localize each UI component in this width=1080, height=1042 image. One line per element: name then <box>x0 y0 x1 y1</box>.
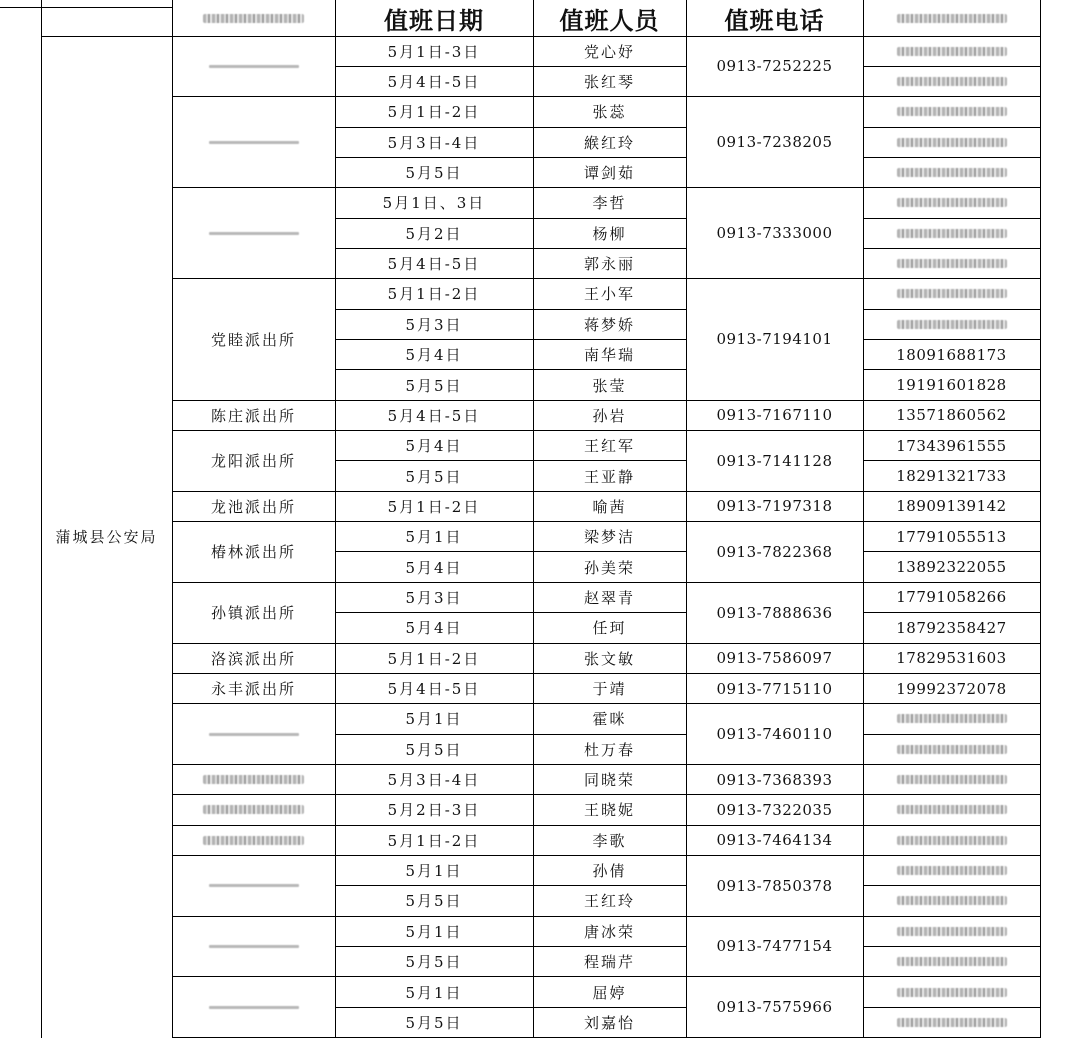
redaction-mark <box>897 289 1007 298</box>
duty-person: 张红琴 <box>583 73 635 92</box>
duty-phone: 0913-7715110 <box>716 679 833 698</box>
duty-date: 5月5日 <box>405 953 463 972</box>
column-line-2 <box>335 0 336 1038</box>
duty-person: 程瑞芹 <box>583 953 635 972</box>
duty-phone: 0913-7197318 <box>716 497 833 516</box>
duty-person: 王晓妮 <box>583 801 635 820</box>
redaction-mark <box>897 1018 1007 1027</box>
station-name: 陈庄派出所 <box>210 406 296 425</box>
duty-phone: 0913-7464134 <box>716 831 833 850</box>
duty-date: 5月3日 <box>405 588 463 607</box>
mobile-number-redacted <box>863 795 1040 825</box>
duty-date: 5月4日 <box>405 619 463 638</box>
duty-phone: 0913-7586097 <box>716 649 833 668</box>
redaction-mark <box>209 733 299 736</box>
duty-person: 杨柳 <box>592 224 627 243</box>
redaction-mark <box>203 805 304 814</box>
station-name-redacted <box>172 704 335 765</box>
redaction-mark <box>209 1006 299 1009</box>
duty-date: 5月1日 <box>405 710 463 729</box>
mobile-number: 13571860562 <box>896 406 1007 425</box>
mobile-number: 17829531603 <box>896 649 1007 668</box>
mobile-number-redacted <box>863 886 1040 916</box>
duty-date: 5月3日-4日 <box>387 771 481 790</box>
mobile-number-redacted <box>863 248 1040 278</box>
duty-person: 于靖 <box>592 680 627 699</box>
duty-person: 谭剑茹 <box>583 164 635 183</box>
duty-date: 5月4日-5日 <box>387 406 481 425</box>
mobile-number-redacted <box>863 734 1040 764</box>
station-name: 孙镇派出所 <box>210 604 296 623</box>
header-duty-person: 值班人员 <box>559 6 660 35</box>
duty-person: 緱红玲 <box>583 133 635 152</box>
duty-date: 5月1日、3日 <box>382 194 486 213</box>
duty-person: 刘嘉怡 <box>583 1013 635 1032</box>
duty-phone: 0913-7333000 <box>716 224 833 243</box>
duty-phone: 0913-7477154 <box>716 937 833 956</box>
mobile-number-redacted <box>863 916 1040 946</box>
header-redacted-mobile <box>863 0 1040 36</box>
header-fragment-line <box>0 7 172 8</box>
column-line-1 <box>172 0 173 1038</box>
duty-date: 5月1日-2日 <box>387 103 481 122</box>
redaction-mark <box>203 775 304 784</box>
duty-date: 5月4日-5日 <box>387 680 481 699</box>
duty-phone: 0913-7368393 <box>716 770 833 789</box>
column-line-5 <box>863 0 864 1038</box>
redaction-mark <box>897 138 1007 147</box>
redaction-mark <box>897 320 1007 329</box>
redaction-mark <box>897 957 1007 966</box>
duty-person: 张文敏 <box>583 649 635 668</box>
duty-phone: 0913-7850378 <box>716 876 833 895</box>
mobile-number: 17791058266 <box>896 588 1007 607</box>
mobile-number: 18291321733 <box>896 467 1007 486</box>
redaction-mark <box>897 988 1007 997</box>
mobile-number-redacted <box>863 855 1040 885</box>
duty-person: 王红军 <box>583 437 635 456</box>
mobile-number-redacted <box>863 218 1040 248</box>
duty-date: 5月4日-5日 <box>387 73 481 92</box>
duty-date: 5月1日 <box>405 922 463 941</box>
redaction-mark <box>897 107 1007 116</box>
redaction-mark <box>209 884 299 887</box>
duty-phone: 0913-7888636 <box>716 603 833 622</box>
table-left-border <box>41 0 42 1038</box>
duty-person: 杜万春 <box>583 740 635 759</box>
mobile-number: 17791055513 <box>896 527 1007 546</box>
mobile-number-redacted <box>863 977 1040 1007</box>
station-name: 椿林派出所 <box>210 543 296 562</box>
duty-person: 同晓荣 <box>583 771 635 790</box>
duty-person: 梁梦洁 <box>583 528 635 547</box>
duty-person: 屈婷 <box>592 983 627 1002</box>
duty-person: 孙美荣 <box>583 558 635 577</box>
duty-phone: 0913-7322035 <box>716 800 833 819</box>
duty-date: 5月5日 <box>405 376 463 395</box>
header-duty-phone: 值班电话 <box>724 6 825 35</box>
mobile-number-redacted <box>863 188 1040 218</box>
redaction-mark <box>897 836 1007 845</box>
station-name: 龙阳派出所 <box>210 452 296 471</box>
header-redacted-station <box>172 0 335 36</box>
mobile-number: 13892322055 <box>896 558 1007 577</box>
column-line-4 <box>686 0 687 1038</box>
station-name-redacted <box>172 795 335 825</box>
duty-phone: 0913-7141128 <box>716 451 833 470</box>
redaction-mark <box>897 927 1007 936</box>
duty-person: 孙岩 <box>592 406 627 425</box>
redaction-mark <box>209 232 299 235</box>
station-name: 党睦派出所 <box>210 330 296 349</box>
duty-person: 张蕊 <box>592 103 627 122</box>
station-name-redacted <box>172 977 335 1038</box>
duty-date: 5月4日 <box>405 346 463 365</box>
duty-date: 5月2日-3日 <box>387 801 481 820</box>
duty-person: 唐冰荣 <box>583 922 635 941</box>
station-name-redacted <box>172 825 335 855</box>
redaction-mark <box>897 866 1007 875</box>
mobile-number-redacted <box>863 704 1040 734</box>
duty-date: 5月4日 <box>405 558 463 577</box>
duty-date: 5月5日 <box>405 164 463 183</box>
duty-person: 郭永丽 <box>583 255 635 274</box>
station-name-redacted <box>172 916 335 977</box>
station-name-redacted <box>172 188 335 279</box>
station-name-redacted <box>172 764 335 794</box>
station-name-redacted <box>172 855 335 916</box>
mobile-number: 19992372078 <box>896 679 1007 698</box>
mobile-number-redacted <box>863 279 1040 309</box>
mobile-number-redacted <box>863 825 1040 855</box>
duty-person: 张莹 <box>592 376 627 395</box>
station-divider <box>172 1037 1040 1038</box>
station-name: 龙池派出所 <box>210 497 296 516</box>
duty-person: 王小军 <box>583 285 635 304</box>
mobile-number-redacted <box>863 157 1040 187</box>
duty-date: 5月3日 <box>405 315 463 334</box>
redaction-mark <box>897 198 1007 207</box>
redaction-mark <box>897 805 1007 814</box>
duty-phone: 0913-7194101 <box>716 330 833 349</box>
mobile-number-redacted <box>863 1007 1040 1037</box>
duty-date: 5月5日 <box>405 467 463 486</box>
duty-date: 5月4日-5日 <box>387 255 481 274</box>
redaction-mark <box>203 14 304 23</box>
duty-phone: 0913-7252225 <box>716 57 833 76</box>
mobile-number: 18909139142 <box>896 497 1007 516</box>
duty-date: 5月5日 <box>405 740 463 759</box>
station-name-redacted <box>172 36 335 97</box>
duty-date: 5月1日 <box>405 528 463 547</box>
column-line-3 <box>533 0 534 1038</box>
duty-phone: 0913-7575966 <box>716 998 833 1017</box>
mobile-number: 19191601828 <box>896 376 1007 395</box>
redaction-mark <box>897 896 1007 905</box>
mobile-number: 18792358427 <box>896 618 1007 637</box>
duty-person: 喻茜 <box>592 497 627 516</box>
redaction-mark <box>897 14 1007 23</box>
duty-date: 5月1日 <box>405 862 463 881</box>
mobile-number-redacted <box>863 764 1040 794</box>
redaction-mark <box>897 745 1007 754</box>
duty-person: 李哲 <box>592 194 627 213</box>
duty-date: 5月1日-3日 <box>387 42 481 61</box>
redaction-mark <box>209 945 299 948</box>
duty-date: 5月1日-2日 <box>387 285 481 304</box>
duty-person: 李歌 <box>592 831 627 850</box>
mobile-number-redacted <box>863 66 1040 96</box>
duty-date: 5月5日 <box>405 1013 463 1032</box>
redaction-mark <box>209 141 299 144</box>
header-duty-date: 值班日期 <box>384 6 484 35</box>
mobile-number-redacted <box>863 36 1040 66</box>
duty-date: 5月5日 <box>405 892 463 911</box>
duty-date: 5月1日-2日 <box>387 497 481 516</box>
duty-person: 任珂 <box>592 619 627 638</box>
duty-person: 蒋梦娇 <box>583 315 635 334</box>
mobile-number-redacted <box>863 309 1040 339</box>
redaction-mark <box>897 259 1007 268</box>
redaction-mark <box>897 168 1007 177</box>
redaction-mark <box>203 836 304 845</box>
duty-person: 赵翠青 <box>583 588 635 607</box>
duty-phone: 0913-7238205 <box>716 133 833 152</box>
redaction-mark <box>897 775 1007 784</box>
duty-phone: 0913-7460110 <box>716 725 833 744</box>
duty-phone: 0913-7167110 <box>716 406 833 425</box>
mobile-number: 18091688173 <box>896 345 1007 364</box>
mobile-number-redacted <box>863 947 1040 977</box>
duty-date: 5月3日-4日 <box>387 133 481 152</box>
duty-person: 党心妤 <box>583 42 635 61</box>
mobile-number-redacted <box>863 97 1040 127</box>
duty-person: 王红玲 <box>583 892 635 911</box>
redaction-mark <box>209 65 299 68</box>
agency-name: 蒲城县公安局 <box>55 528 158 547</box>
redaction-mark <box>897 229 1007 238</box>
redaction-mark <box>897 47 1007 56</box>
duty-person: 霍咪 <box>592 710 627 729</box>
agency-top-line <box>41 36 172 37</box>
duty-person: 南华瑞 <box>583 346 635 365</box>
mobile-number-redacted <box>863 127 1040 157</box>
duty-person: 王亚静 <box>583 467 635 486</box>
station-name-redacted <box>172 97 335 188</box>
station-name: 永丰派出所 <box>210 680 296 699</box>
mobile-number: 17343961555 <box>896 436 1007 455</box>
duty-date: 5月1日-2日 <box>387 649 481 668</box>
redaction-mark <box>897 77 1007 86</box>
duty-phone: 0913-7822368 <box>716 542 833 561</box>
column-line-6 <box>1040 0 1041 1038</box>
duty-date: 5月1日 <box>405 983 463 1002</box>
station-name: 洛滨派出所 <box>210 649 296 668</box>
duty-person: 孙倩 <box>592 862 627 881</box>
duty-date: 5月1日-2日 <box>387 831 481 850</box>
duty-date: 5月4日 <box>405 437 463 456</box>
duty-date: 5月2日 <box>405 224 463 243</box>
redaction-mark <box>897 714 1007 723</box>
